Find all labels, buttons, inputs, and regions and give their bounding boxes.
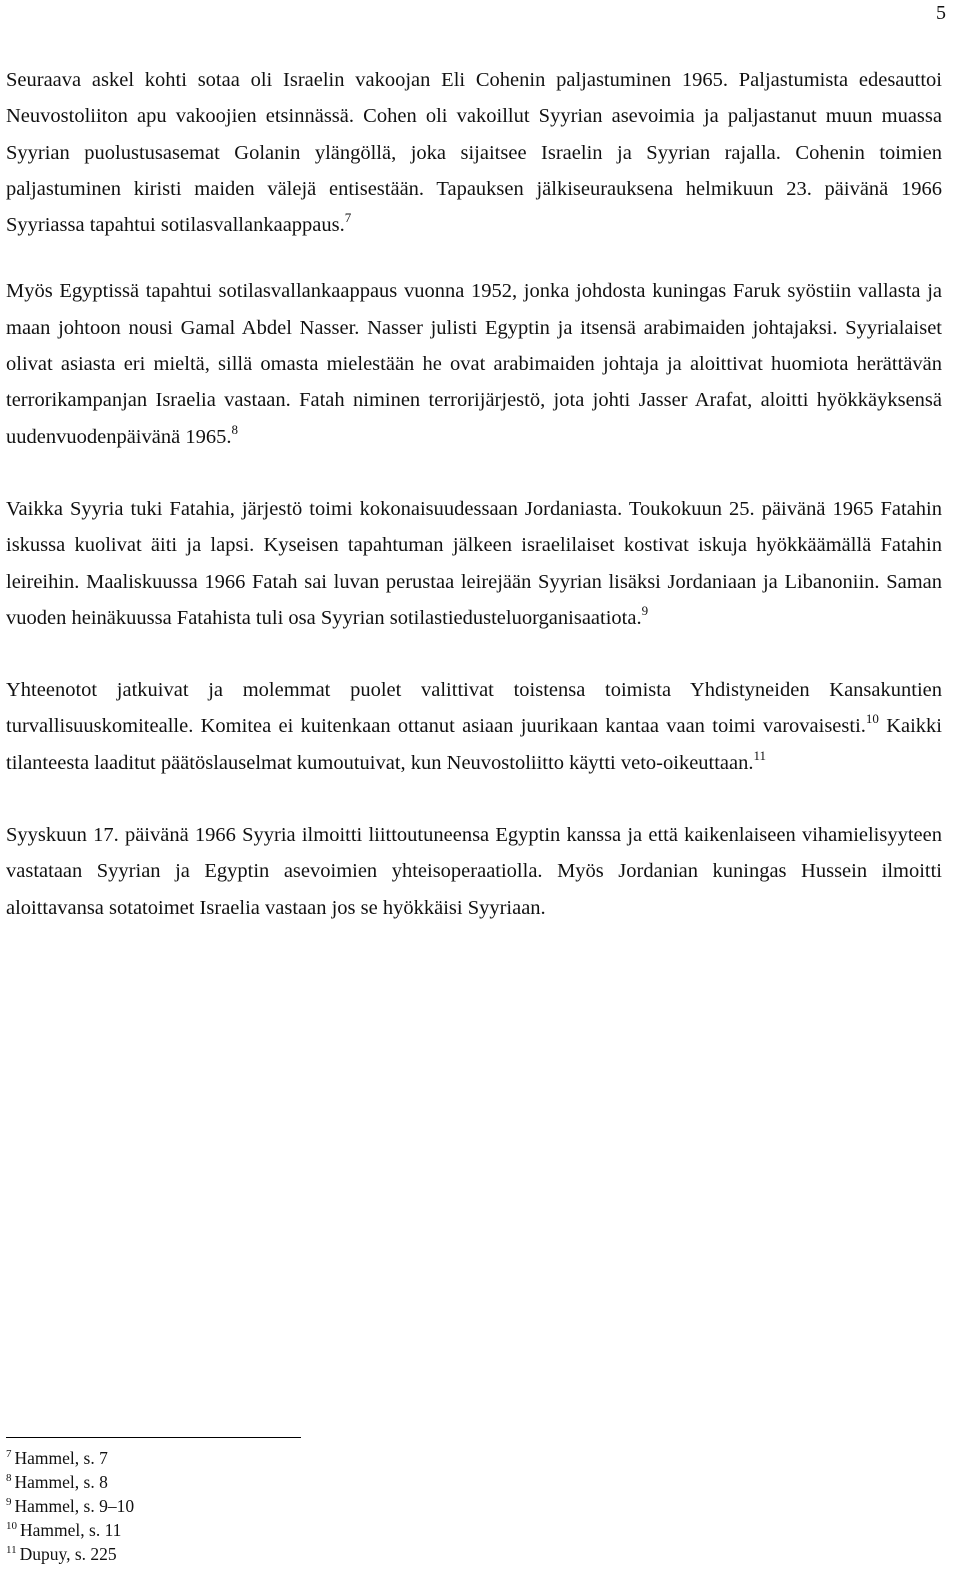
footnote-number: 11 (6, 1544, 17, 1556)
paragraph-alliance (6, 817, 942, 926)
footnote-text: Hammel, s. 8 (14, 1472, 108, 1492)
footnote (6, 1446, 134, 1470)
footnote-text: Hammel, s. 7 (14, 1448, 108, 1468)
footnote-ref[interactable]: 10 (865, 711, 879, 727)
paragraph-fatah (6, 491, 942, 636)
footnote (6, 1494, 134, 1518)
footnote-number: 10 (6, 1520, 17, 1532)
paragraph-text: Syyskuun 17. päivänä 1966 Syyria ilmoitti liittoutuneensa Egyptin kanssa ja että kaikenlaiseen vihamielisyyteen vastataan Syyrian ja Egyptin asevoimien yhteisoperaatiolla. Myös Jordanian kuningas Hussein ilmoitti aloittavansa sotatoimet Israelia vastaan jos se hyökkäisi Syyriaan. (6, 824, 942, 919)
footnotes (6, 1446, 134, 1566)
paragraph-text: Vaikka Syyria tuki Fatahia, järjestö toimi kokonaisuudessaan Jordaniasta. Toukokuun 25. päivänä 1965 Fatahin iskussa kuolivat äiti ja lapsi. Kyseisen tapahtuman jälkeen israelilaiset kostivat iskuja hyökkäämällä Fatahin leireihin. Maaliskuussa 1966 Fatah sai luvan perustaa leirejään Syyrian lisäksi Jordaniaan ja Libanoniin. Saman vuoden heinäkuussa Fatahista tuli osa Syyrian sotilastiedusteluorganisaatiota. (6, 497, 942, 629)
footnote-ref[interactable]: 9 (641, 602, 649, 618)
footnote-ref[interactable]: 7 (344, 210, 352, 226)
footnote-ref[interactable]: 11 (753, 747, 767, 763)
paragraph-egypt (6, 273, 942, 454)
footnote (6, 1470, 134, 1494)
paragraph-text: Kaikki tilanteesta laaditut päätöslauselmat kumoutuivat, kun Neuvostoliitto käytti veto-oikeuttaan. (6, 715, 943, 774)
footnote (6, 1542, 134, 1566)
footnote-text: Dupuy, s. 225 (19, 1544, 117, 1564)
footnote-number: 9 (6, 1496, 12, 1508)
paragraph-text: Yhteenotot jatkuivat ja molemmat puolet valittivat toistensa toimista Yhdistyneiden Kansakuntien turvallisuuskomitealle. Komitea ei kuitenkaan ottanut asiaan juurikaan kantaa vaan toimi varovaisesti. (6, 679, 942, 738)
footnote-ref[interactable]: 8 (231, 421, 238, 437)
footnote-divider (6, 1437, 301, 1438)
footnote-number: 7 (6, 1448, 12, 1460)
page-number: 5 (936, 2, 946, 24)
footnote (6, 1518, 134, 1542)
footnote-text: Hammel, s. 9–10 (14, 1496, 135, 1516)
body-text (6, 62, 942, 926)
footnote-text: Hammel, s. 11 (20, 1520, 122, 1540)
paragraph-text: Seuraava askel kohti sotaa oli Israelin vakoojan Eli Cohenin paljastuminen 1965. Paljastumista edesauttoi Neuvostoliiton apu vakoojien etsinnässä. Cohen oli vakoillut Syyrian asevoimia ja paljastanut muun muassa Syyrian puolustusasemat Golanin ylängöllä, joka sijaitsee Israelin ja Syyrian rajalla. Cohenin toimien paljastuminen kiristi maiden välejä entisestään. Tapauksen jälkiseurauksena helmikuun 23. päivänä 1966 Syyriassa tapahtui sotilasvallankaappaus. (6, 69, 942, 237)
footnote-number: 8 (6, 1472, 12, 1484)
paragraph-un (6, 672, 942, 781)
paragraph-cohen (6, 62, 942, 243)
paragraph-text: Myös Egyptissä tapahtui sotilasvallankaappaus vuonna 1952, jonka johdosta kuningas Faruk syöstiin vallasta ja maan johtoon nousi Gamal Abdel Nasser. Nasser julisti Egyptin ja itsensä arabimaiden johtajaksi. Syyrialaiset olivat asiasta eri mieltä, sillä omasta mielestään he ovat arabimaiden johtaja ja aloittivat huomiota herättävän terrorikampanjan Israelia vastaan. Fatah niminen terrorijärjestö, jota johti Jasser Arafat, aloitti hyökkäyksensä uudenvuodenpäivänä 1965. (6, 280, 942, 448)
